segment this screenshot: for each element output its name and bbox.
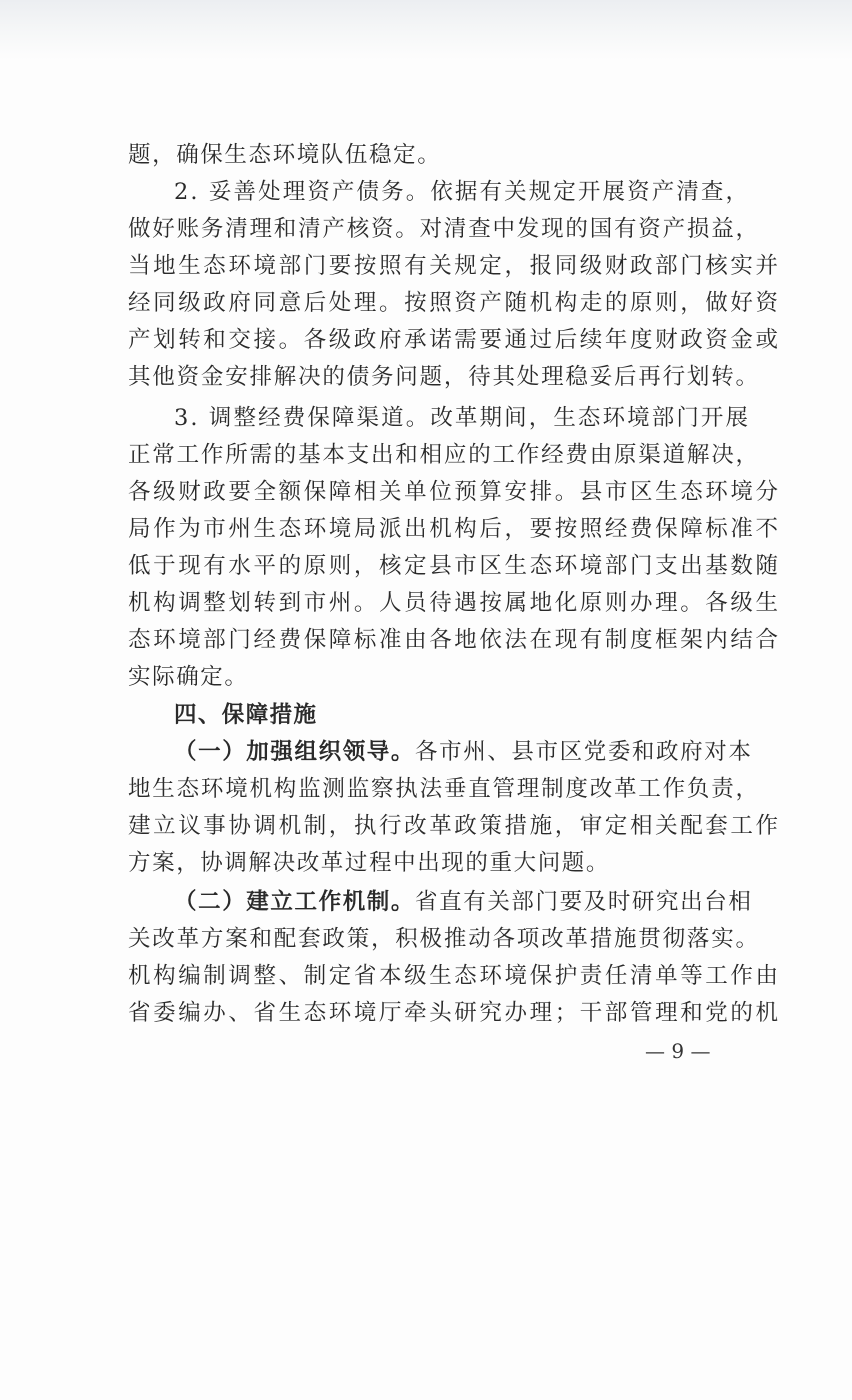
text-line: 低于现有水平的原则，核定县市区生态环境部门支出基数随 [128,553,781,579]
text-line: 省委编办、省生态环境厅牵头研究办理；干部管理和党的机 [128,1000,781,1026]
subsection-heading: （一）加强组织领导。 [174,739,416,765]
subsection-heading: （二）建立工作机制。 [174,889,416,915]
text-line: 经同级政府同意后处理。按照资产随机构走的原则，做好资 [128,290,781,316]
text-line: 态环境部门经费保障标准由各地依法在现有制度框架内结合 [128,627,781,653]
text-line: 建立议事协调机制，执行改革政策措施，审定相关配套工作 [128,813,781,839]
text-line: 当地生态环境部门要按照有关规定，报同级财政部门核实并 [128,253,781,279]
text-line: 2. 妥善处理资产债务。依据有关规定开展资产清查， [174,179,751,205]
text-line: 正常工作所需的基本支出和相应的工作经费由原渠道解决， [128,442,760,468]
text-span: 省直有关部门要及时研究出台相 [415,889,753,915]
text-line: 各级财政要全额保障相关单位预算安排。县市区生态环境分 [128,479,781,505]
paragraph-first-line [174,737,752,767]
text-line: 3. 调整经费保障渠道。改革期间，生态环境部门开展 [174,405,751,431]
text-line: 题，确保生态环境队伍稳定。 [128,142,442,168]
text-line: 机构调整划转到市州。人员待遇按属地化原则办理。各级生 [128,590,781,616]
text-line: 关改革方案和配套政策，积极推动各项改革措施贯彻落实。 [128,926,760,952]
scan-shadow [0,0,852,60]
text-line: 实际确定。 [128,664,249,690]
text-line: 产划转和交接。各级政府承诺需要通过后续年度财政资金或 [128,327,781,353]
text-line: 其他资金安排解决的债务问题，待其处理稳妥后再行划转。 [128,364,760,390]
text-line: 方案，协调解决改革过程中出现的重大问题。 [128,850,611,876]
text-line: 机构编制调整、制定省本级生态环境保护责任清单等工作由 [128,963,781,989]
text-line: 做好账务清理和清产核资。对清查中发现的国有资产损益， [128,216,760,242]
page-number: — 9 — [645,1039,711,1063]
paragraph-first-line [174,887,752,917]
section-heading: 四、保障措施 [174,702,318,728]
text-line: 地生态环境机构监测监察执法垂直管理制度改革工作负责， [128,776,760,802]
text-span: 各市州、县市区党委和政府对本 [415,739,753,765]
text-line: 局作为市州生态环境局派出机构后，要按照经费保障标准不 [128,516,781,542]
